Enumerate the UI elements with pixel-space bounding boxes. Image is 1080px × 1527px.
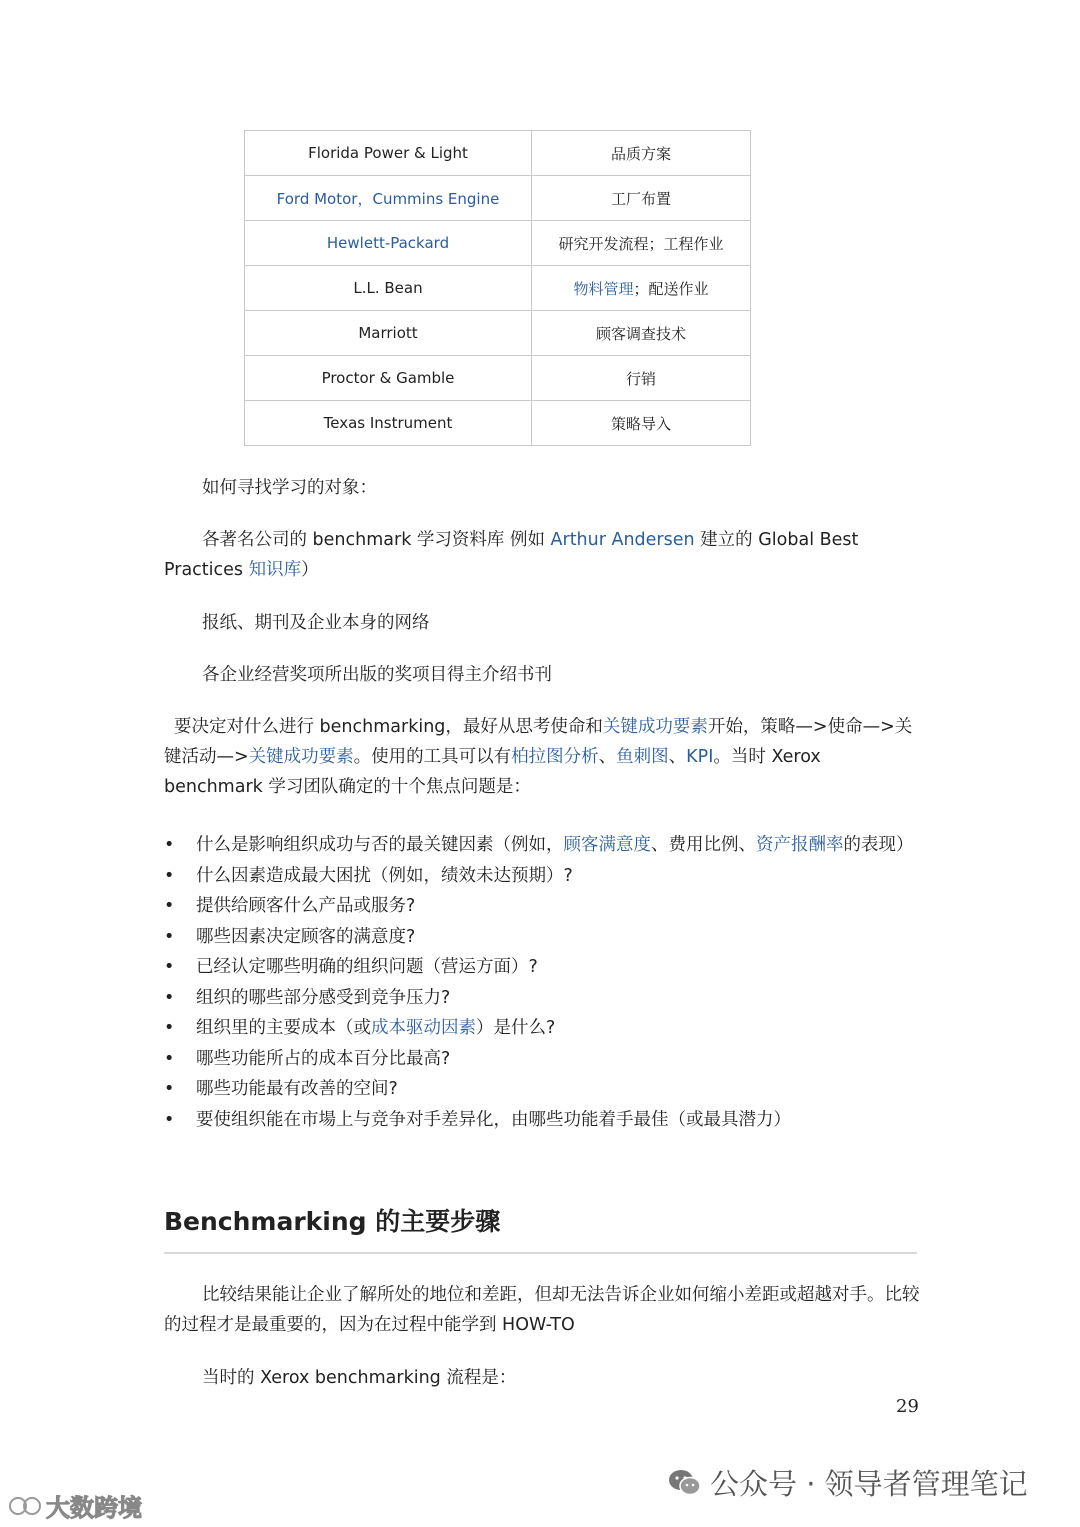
area-cell: 工厂布置 [532,176,751,221]
cost-driver-link[interactable]: 成本驱动因素 [371,1018,476,1038]
bullet-icon: • [164,1109,175,1130]
company-cell[interactable]: Ford Motor，Cummins Engine [245,176,532,221]
paragraph-comparison: 比较结果能让企业了解所处的地位和差距，但却无法告诉企业如何缩小差距或超越对手。比较的过程才是最重要的，因为在过程中能学到 HOW-TO [164,1285,920,1335]
area-link[interactable]: 物料管理 [573,279,634,298]
benchmark-table [244,130,751,446]
corner-stamp [8,1488,142,1523]
text: 、费用比例、 [651,835,756,855]
list-item [164,830,924,861]
text: 组织里的主要成本（或 [196,1018,371,1038]
bullet-icon: • [164,987,175,1008]
text: 组织的哪些部分感受到竞争压力? [196,987,451,1008]
page-number: 29 [896,1396,919,1417]
list-item [164,1013,924,1044]
text: 要决定对什么进行 benchmarking，最好从思考使命和 [174,717,603,737]
text: 要使组织能在市場上与竞争对手差异化，由哪些功能着手最佳（或最具潜力） [196,1109,791,1130]
list-item [164,922,924,953]
bullet-icon: • [164,896,175,916]
paragraph-xerox-process: 当时的 Xerox benchmarking 流程是： [202,1368,517,1388]
company-cell: Florida Power & Light [245,131,532,176]
wechat-watermark [668,1462,1028,1503]
text: 提供给顾客什么产品或服务? [196,896,416,916]
company-cell: Proctor & Gamble [245,356,532,401]
text: 的表现） [843,835,914,855]
list-item [164,952,924,983]
table-row [245,176,751,221]
bullet-icon: • [164,865,175,886]
table-row [245,356,751,401]
kpi-link[interactable]: KPI [686,747,714,767]
paragraph-find-targets: 如何寻找学习的对象： [202,478,377,498]
text: ） [301,560,319,580]
area-cell [532,266,751,311]
bullet-icon: • [164,1018,175,1038]
roa-link[interactable]: 资产报酬率 [756,835,844,855]
bullet-icon: • [164,926,175,947]
text: 哪些功能最有改善的空间? [196,1079,398,1099]
area-cell: 策略导入 [532,401,751,446]
stamp-logo-icon [8,1495,42,1517]
list-item [164,1044,924,1075]
area-text: ；配送作业 [633,279,709,298]
heading-divider [164,1252,917,1254]
paragraph-benchmark-db [164,525,924,585]
area-cell: 行销 [532,356,751,401]
text: 哪些因素决定顾客的满意度? [196,926,416,947]
table-row [245,401,751,446]
wechat-icon [668,1469,702,1497]
ksf-link[interactable]: 关键成功要素 [248,747,354,767]
table-row [245,266,751,311]
paragraph-award-books: 各企业经营奖项所出版的奖项目得主介绍书刊 [202,665,552,685]
text: 各著名公司的 benchmark 学习资料库 例如 [202,530,551,550]
table-row [245,131,751,176]
section-heading: Benchmarking 的主要步骤 [164,1207,501,1236]
arthur-andersen-link[interactable]: Arthur Andersen [550,530,695,550]
text: 。当时 Xerox benchmark 学习团队确定的十个焦点问题是： [164,747,821,797]
paragraph-newspapers: 报纸、期刊及企业本身的网络 [202,613,430,633]
text: 什么是影响组织成功与否的最关键因素（例如， [196,835,564,855]
bullet-icon: • [164,1079,175,1099]
bullet-icon: • [164,957,175,977]
fishbone-link[interactable]: 鱼刺图 [616,747,669,767]
bullet-icon: • [164,835,175,855]
table-row [245,221,751,266]
area-cell: 顾客调查技术 [532,311,751,356]
text: 什么因素造成最大困扰（例如，绩效未达预期）? [196,865,573,886]
text: 、 [668,747,687,767]
company-cell: L.L. Bean [245,266,532,311]
list-item [164,891,924,922]
area-cell: 研究开发流程；工程作业 [532,221,751,266]
stamp-text: 大数跨境 [46,1494,142,1522]
paragraph-decide [164,712,924,802]
text: 已经认定哪些明确的组织问题（营运方面）? [196,957,538,977]
text: 哪些功能所占的成本百分比最高? [196,1048,451,1069]
company-cell[interactable]: Hewlett-Packard [245,221,532,266]
table-row [245,311,751,356]
company-cell: Marriott [245,311,532,356]
customer-satisfaction-link[interactable]: 顾客满意度 [563,835,651,855]
text: 。使用的工具可以有 [353,747,512,767]
focus-questions-list [164,830,924,1135]
ksf-link[interactable]: 关键成功要素 [602,717,708,737]
list-item [164,983,924,1014]
text: ）是什么? [476,1018,556,1038]
text: 、 [598,747,617,767]
list-item [164,1074,924,1105]
pareto-link[interactable]: 柏拉图分析 [511,747,599,767]
company-cell: Texas Instrument [245,401,532,446]
list-item [164,861,924,892]
text: 建立的 Global Best Practices [164,530,859,580]
knowledge-base-link[interactable]: 知识库 [248,560,302,580]
list-item [164,1105,924,1136]
watermark-text: 公众号 · 领导者管理笔记 [710,1467,1028,1501]
bullet-icon: • [164,1048,175,1069]
text: 开始，策略—>使命—>关键活动—> [164,717,913,767]
area-cell: 品质方案 [532,131,751,176]
